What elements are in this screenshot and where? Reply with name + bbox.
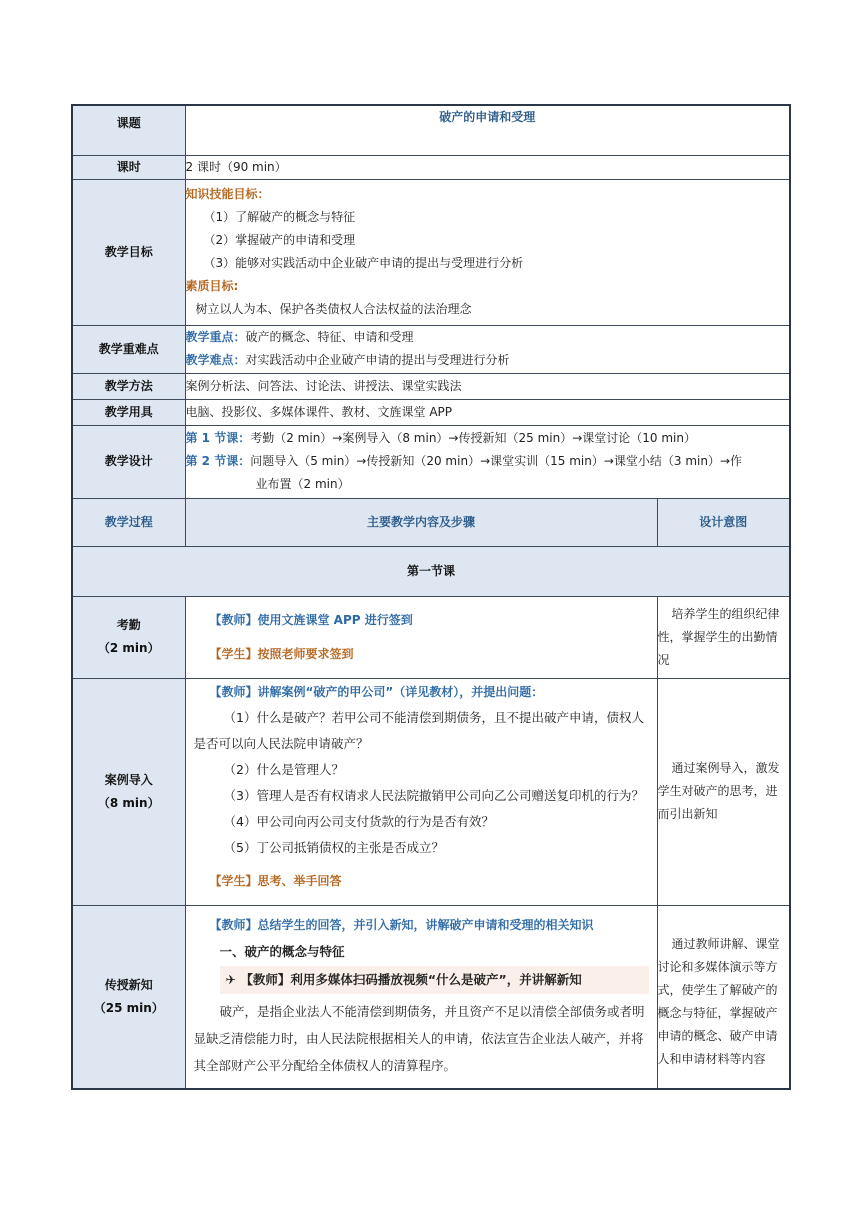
difficult-label: 教学难点： [185,353,246,367]
case-question: （3）管理人是否有权请求人民法院撤销甲公司向乙公司赠送复印机的行为？ [223,787,644,803]
design-s2: 问题导入（5 min）→传授新知（20 min）→课堂实训（15 min）→课堂小结（3 min）→作 [250,454,743,468]
case-student: 【学生】思考、举手回答 [209,873,342,888]
topic-label: 课题 [72,105,185,155]
case-content [185,678,657,905]
section-title: 第一节课 [72,546,790,596]
attendance-time: （2 min） [97,641,160,655]
design-cell [185,425,790,498]
lesson-title: 破产的申请和受理 [185,105,790,155]
attendance-label [72,596,185,678]
knowledge-item: （2）掌握破产的申请和受理 [203,233,356,247]
teach-label [72,905,185,1089]
case-teacher: 【教师】讲解案例“破产的甲公司”（详见教材），并提出问题： [209,684,544,699]
goals-label: 教学目标 [72,179,185,325]
case-question: （4）甲公司向丙公司支付货款的行为是否有效？ [223,813,494,829]
teach-teacher: 【教师】总结学生的回答，并引入新知，讲解破产申请和受理的相关知识 [209,917,594,932]
attendance-content [185,596,657,678]
keypoints-label: 教学重难点 [72,325,185,373]
methods-value: 案例分析法、问答法、讨论法、讲授法、课堂实践法 [185,373,790,399]
case-question: （1）什么是破产？若甲公司不能清偿到期债务，且不提出破产申请，债权人 [223,709,644,725]
quality-text: 树立以人为本、保护各类债权人合法权益的法治理念 [195,302,472,316]
quality-heading: 素质目标: [185,279,239,293]
design-s2-label: 第 2 节课： [185,454,251,468]
methods-label: 教学方法 [72,373,185,399]
teach-name: 传授新知 [104,977,153,992]
teach-content [185,905,657,1089]
hours-label: 课时 [72,155,185,179]
keypoints-cell [185,325,790,373]
teach-intent: 通过教师讲解、课堂讨论和多媒体演示等方式，使学生了解破产的概念与特征，掌握破产申请的概念、破产申请人和申请材料等内容 [657,905,790,1089]
knowledge-heading: 知识技能目标： [185,187,270,201]
video-tip [220,966,649,994]
goals-cell [185,179,790,325]
case-label [72,678,185,905]
knowledge-item: （3）能够对实践活动中企业破产申请的提出与受理进行分析 [203,256,524,270]
teach-body: 破产，是指企业法人不能清偿到期债务，并且资产不足以清偿全部债务或者明显缺乏清偿能力时，由人民法院根据相关人的申请，依法宣告企业法人破产，并将其全部财产公平分配给全体债权人的清算程序。 [193,1003,645,1073]
attendance-name: 考勤 [116,618,141,632]
design-s1: 考勤（2 min）→案例导入（8 min）→传授新知（25 min）→课堂讨论（10 min） [250,431,696,445]
teach-subhead: 一、破产的概念与特征 [219,943,345,959]
design-s1-label: 第 1 节课： [185,431,251,445]
content-header: 主要教学内容及步骤 [185,498,657,546]
design-s2-cont: 业布置（2 min） [255,477,350,491]
case-name: 案例导入 [104,772,153,787]
hours-value: 2 课时（90 min） [185,155,790,179]
key-text: 破产的概念、特征、申请和受理 [245,330,414,344]
intent-header: 设计意图 [657,498,790,546]
attendance-student: 【学生】按照老师要求签到 [209,647,354,661]
teach-time: （25 min） [93,1000,164,1015]
process-header: 教学过程 [72,498,185,546]
airplane-icon: ✈ [225,971,236,987]
attendance-intent: 培养学生的组织纪律性，掌握学生的出勤情况 [657,596,790,678]
key-label: 教学重点： [185,330,246,344]
video-tip-text: 【教师】利用多媒体扫码播放视频“什么是破产”，并讲解新知 [240,971,582,987]
lesson-plan-table [71,104,791,1090]
knowledge-item: （1）了解破产的概念与特征 [203,210,356,224]
case-time: （8 min） [97,795,160,810]
case-question: （5）丁公司抵销债权的主张是否成立？ [223,839,444,855]
design-label: 教学设计 [72,425,185,498]
difficult-text: 对实践活动中企业破产申请的提出与受理进行分析 [245,353,510,367]
attendance-teacher: 【教师】使用文旌课堂 APP 进行签到 [209,613,413,627]
tools-label: 教学用具 [72,399,185,425]
case-intent: 通过案例导入，激发学生对破产的思考，进而引出新知 [657,678,790,905]
case-question: （2）什么是管理人？ [223,761,344,777]
case-question-cont: 是否可以向人民法院申请破产？ [193,735,369,751]
tools-value: 电脑、投影仪、多媒体课件、教材、文旌课堂 APP [185,399,790,425]
